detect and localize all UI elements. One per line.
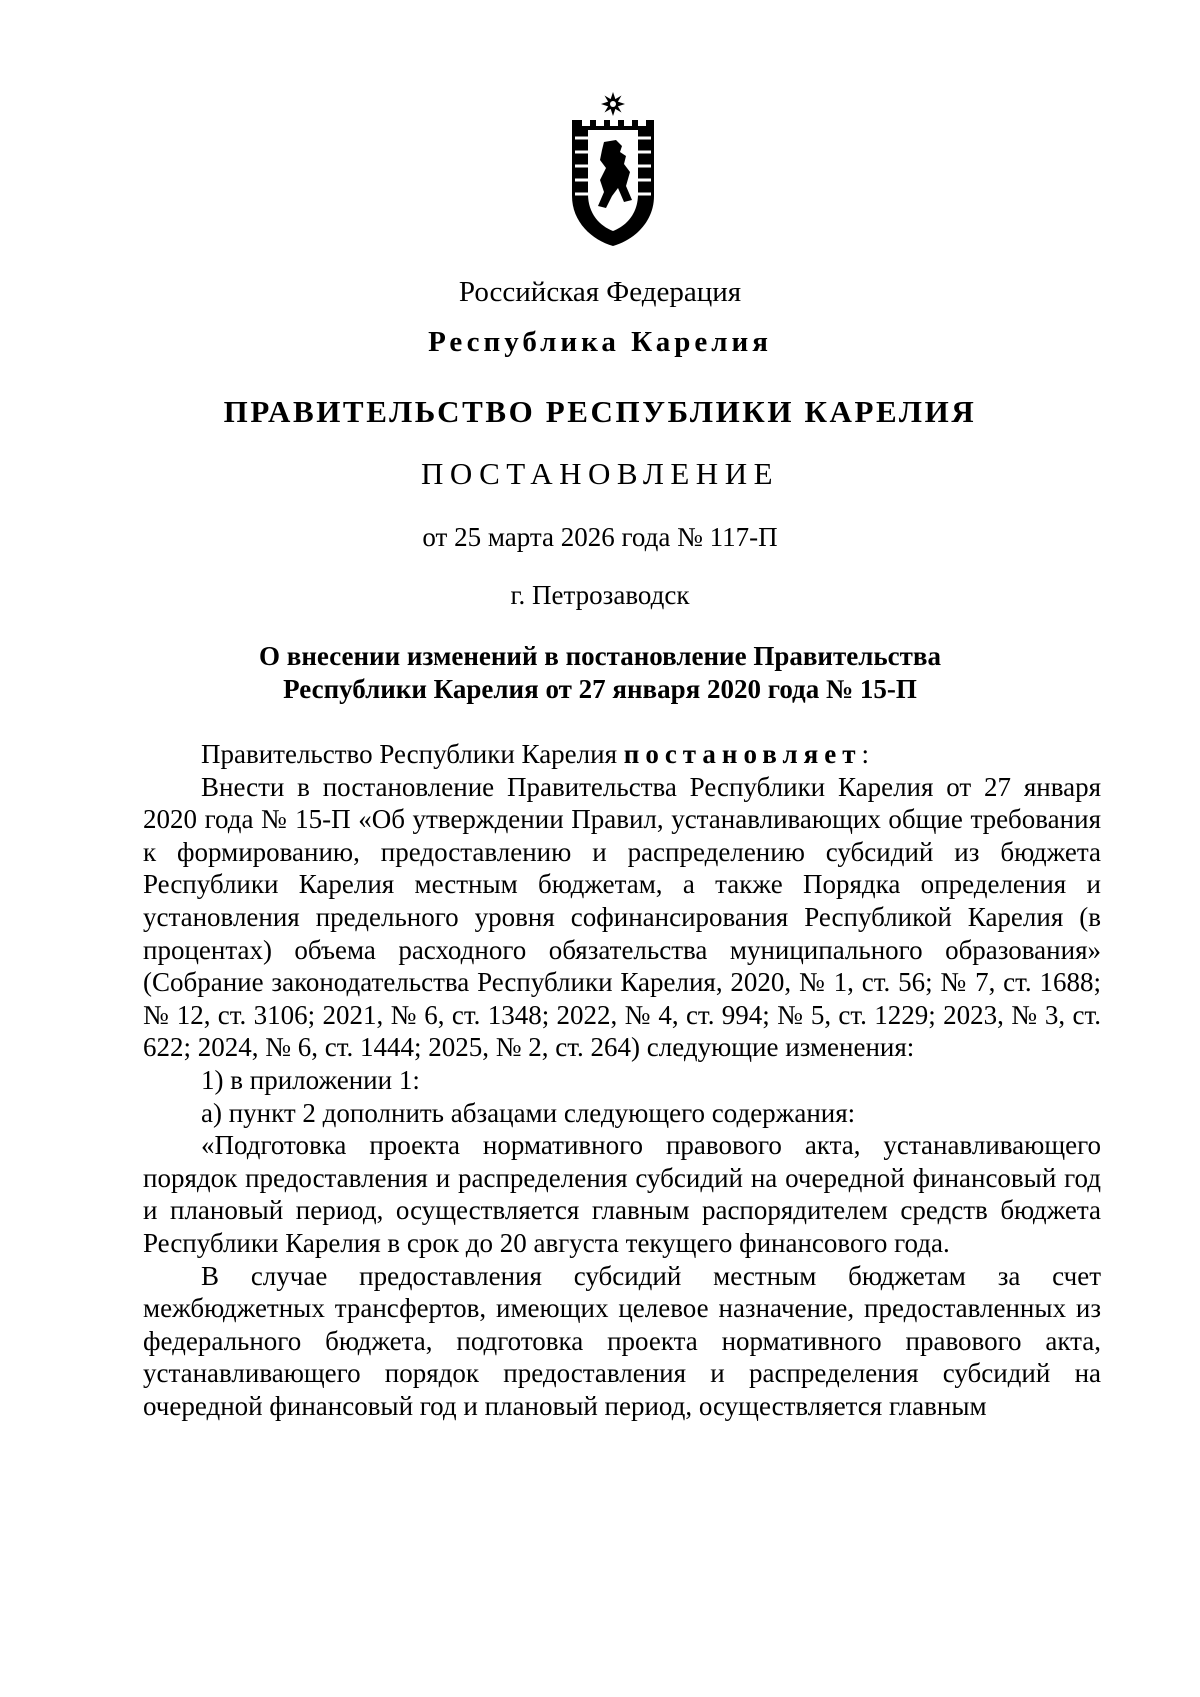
government-name: ПРАВИТЕЛЬСТВО РЕСПУБЛИКИ КАРЕЛИЯ [223, 394, 977, 429]
document-title [0, 640, 1200, 706]
title-line-1: О внесении изменений в постановление Правительства [259, 641, 941, 671]
title-line-2: Республики Карелия от 27 января 2020 года № 15-П [283, 674, 917, 704]
quote-paragraph-2: В случае предоставления субсидий местным бюджетам за счет межбюджетных трансфертов, имеющих целевое назначение, предоставленных из федерального бюджета, подготовка проекта нормативного правового акта, устанавливающего порядок предоставления и распределения субсидий на очередной финансовый год и плановый период, осуществляется главным [143, 1260, 1101, 1421]
quote-paragraph-1: «Подготовка проекта нормативного правового акта, устанавливающего порядок предоставления и распределения субсидий на очередной финансовый год и плановый период, осуществляется главным распорядителем средств бюджета Республики Карелия в срок до 20 августа текущего финансового года. [143, 1130, 1101, 1258]
document-body [143, 738, 1101, 1422]
item-1: 1) в приложении 1: [201, 1064, 420, 1095]
city-name: г. Петрозаводск [510, 580, 690, 610]
intro-suffix: : [861, 739, 870, 769]
intro-paragraph [143, 738, 1101, 771]
decree-date-number: от 25 марта 2026 года № 117-П [422, 522, 778, 552]
intro-verb: постановляет [623, 739, 862, 769]
item-a: а) пункт 2 дополнить абзацами следующего содержания: [201, 1097, 856, 1128]
country-name: Российская Федерация [458, 276, 742, 308]
star-icon [601, 92, 625, 116]
karelia-coat-of-arms-icon [566, 90, 660, 248]
document-type: ПОСТАНОВЛЕНИЕ [420, 456, 780, 491]
intro-prefix: Правительство Республики Карелия [201, 739, 624, 769]
republic-name: Республика Карелия [428, 326, 772, 358]
paragraph-1: Внести в постановление Правительства Республики Карелия от 27 января 2020 года № 15-П «Об утверждении Правил, устанавливающих общие требования к формированию, предоставлению и распределению субсидий из бюджета Республики Карелия местным бюджетам, а также Порядка определения и установления предельного уровня софинансирования Республикой Карелия (в процентах) объема расходного обязательства муниципального образования» (Собрание законодательства Республики Карелия, 2020, № 1, ст. 56; № 7, ст. 1688; № 12, ст. 3106; 2021, № 6, ст. 1348; 2022, № 4, ст. 994; № 5, ст. 1229; 2023, № 3, ст. 622; 2024, № 6, ст. 1444; 2025, № 2, ст. 264) следующие изменения: [143, 771, 1101, 1063]
